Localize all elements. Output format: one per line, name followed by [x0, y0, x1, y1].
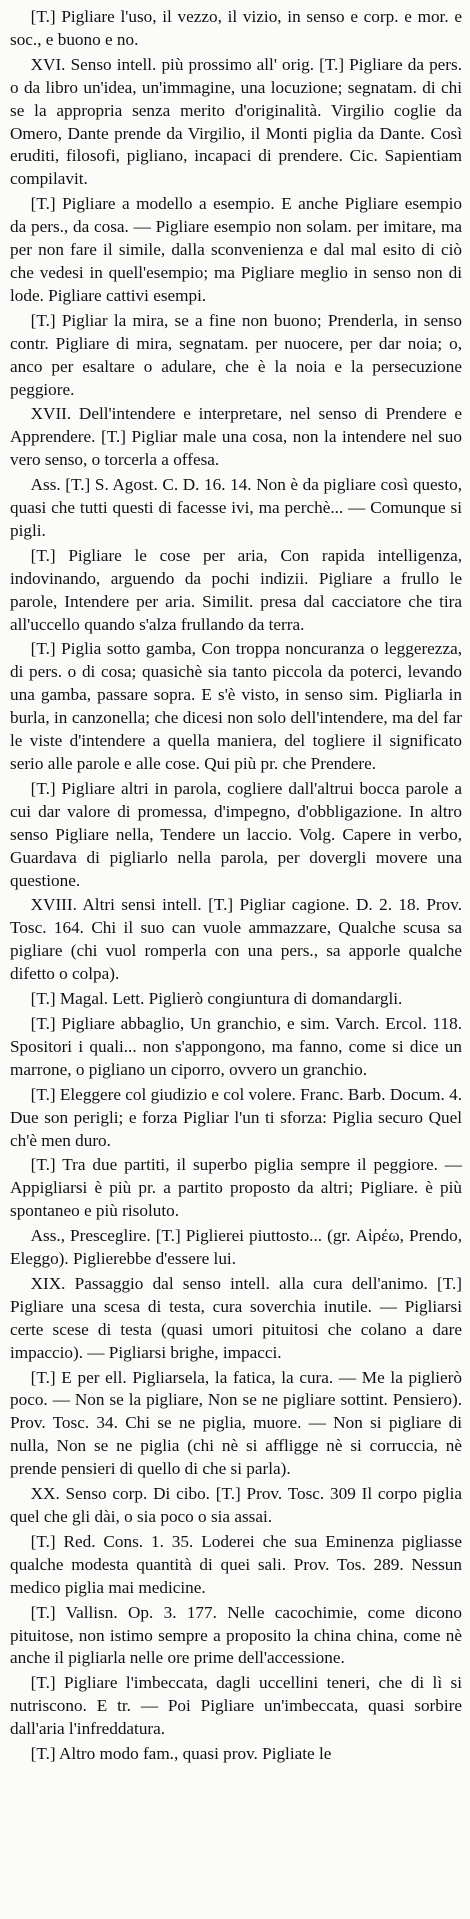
entry-paragraph: [T.] Pigliare l'uso, il vezzo, il vizio, in senso e corp. e mor. e soc., e buono e no.: [10, 7, 462, 49]
entry-paragraph: [T.] Tra due partiti, il superbo piglia sempre il peggiore. — Appigliarsi è più pr. a partito proposto da altri; Pigliare. è più spontaneo e più risoluto.: [10, 1155, 462, 1221]
entry-paragraph: XVIII. Altri sensi intell. [T.] Pigliar cagione. D. 2. 18. Prov. Tosc. 164. Chi il suo can vuole ammazzare, Qualche scusa sa pigliare (chi vuol romperla con una pers., sa apporle qualche difetto o colpa).: [10, 895, 462, 984]
entry-paragraph: XVI. Senso intell. più prossimo all' orig. [T.] Pigliare da pers. o da libro un'idea, un'immagine, una locuzione; segnatam. di chi se la appropria senza merito d'originalità. Virgilio coglie da Omero, Dante prende da Virgilio, il Monti piglia da Dante. Così eruditi, filosofi, pigliano, incapaci di prendere. Cic. Sapientiam compilavit.: [10, 54, 462, 189]
entry-paragraph: [T.] Piglia sotto gamba, Con troppa noncuranza o leggerezza, di pers. o di cosa; quasichè sia tanto piccola da poterci, levando una gamba, passare sopra. E s'è visto, in senso sim. Pigliarla in burla, in canzonella; che dicesi non solo dell'intendere, ma del far le viste d'intendere a quella maniera, del togliere il significato serio alle parole e alle cose. Qui più pr. che Prendere.: [10, 639, 462, 773]
entry-paragraph: [T.] Pigliare altri in parola, cogliere dall'altrui bocca parole a cui dar valore di promessa, d'impegno, d'obbligazione. In altro senso Pigliare nella, Tendere un laccio. Volg. Capere in verbo, Guardava di pigliarlo nella parola, per dovergli movere una questione.: [10, 778, 462, 890]
entry-paragraph: [T.] Pigliar la mira, se a fine non buono; Prenderla, in senso contr. Pigliare di mira, segnatam. per nuocere, per dar noia; o, anco per esaltare o adulare, che è la noia e la persecuzione peggiore.: [10, 310, 462, 399]
entry-paragraph: [T.] E per ell. Pigliarsela, la fatica, la cura. — Me la piglierò poco. — Non se la pigliare, Non se ne pigliare sottint. Pensiero). Prov. Tosc. 34. Chi se ne piglia, muore. — Non si pigliare di nulla, Non se ne piglia (chi nè si affligge nè si corruccia, nè prende pensieri di quello di che si parla).: [10, 1367, 462, 1479]
entry-paragraph: [T.] Pigliare le cose per aria, Con rapida intelligenza, indovinando, arguendo da pochi indizii. Pigliare a frullo le parole, Intendere per aria. Similit. presa dal cacciatore che tira all'uccello quando s'alza frullando da terra.: [10, 545, 462, 634]
entry-paragraph: XVII. Dell'intendere e interpretare, nel senso di Prendere e Apprendere. [T.] Pigliar male una cosa, non la intendere nel suo vero senso, o torcerla a offesa.: [10, 404, 462, 470]
entry-paragraph: [T.] Pigliare abbaglio, Un granchio, e sim. Varch. Ercol. 118. Spositori i quali... non s'appongono, ma fanno, come si dice un marrone, o pigliano un ciporro, ovvero un granchio.: [10, 1013, 462, 1079]
entry-paragraph: [T.] Pigliare l'imbeccata, dagli uccellini teneri, che di lì si nutriscono. E tr. — Poi Pigliare un'imbeccata, quasi sorbire dall'aria l'infreddatura.: [10, 1673, 462, 1739]
entry-paragraph: Ass., Presceglire. [T.] Piglierei piuttosto... (gr. Αἱρέω, Prendo, Eleggo). Piglierebbe d'essere lui.: [10, 1226, 462, 1269]
entry-paragraph: XX. Senso corp. Di cibo. [T.] Prov. Tosc. 309 Il corpo piglia quel che gli dài, o sia poco o sia assai.: [10, 1484, 462, 1526]
entry-paragraph: Ass. [T.] S. Agost. C. D. 16. 14. Non è da pigliare così questo, quasi che tutti questi di facesse ivi, ma perchè... — Comunque si pigli.: [10, 475, 462, 540]
entry-paragraph: [T.] Magal. Lett. Piglierò congiuntura di domandargli.: [30, 989, 403, 1009]
entry-paragraph: [T.] Red. Cons. 1. 35. Loderei che sua Eminenza pigliasse qualche modesta quantità di quei sali. Prov. Tos. 289. Nessun medico piglia mai medicine.: [10, 1531, 462, 1597]
entry-paragraph: [T.] Altro modo fam., quasi prov. Pigliate le: [30, 1744, 332, 1764]
entry-paragraph: [T.] Vallisn. Op. 3. 177. Nelle cacochimie, come dicono pituitose, non istimo sempre a proposito la china china, come nè anche il pigliarla nelle ore prime dell'accessione.: [10, 1602, 462, 1668]
entry-paragraph: XIX. Passaggio dal senso intell. alla cura dell'animo. [T.] Pigliare una scesa di testa, cura soverchia inutile. — Pigliarsi certe scese di testa (quasi umori pituitosi che colano a dare impaccio). — Pigliarsi brighe, impacci.: [10, 1273, 462, 1362]
entry-paragraph: [T.] Pigliare a modello a esempio. E anche Pigliare esempio da pers., da cosa. — Pigliare esempio non solam. per imitare, ma per non fare il simile, dalla sconvenienza e dal mal esito di ciò che vedesi in quell'esempio; ma Pigliare meglio in senso non di lode. Pigliare cattivi esempi.: [10, 194, 462, 305]
entry-paragraph: [T.] Eleggere col giudizio e col volere. Franc. Barb. Docum. 4. Due son perigli; e forza Pigliar l'un ti sforza: Piglia securo Quel ch'è men duro.: [10, 1084, 462, 1150]
